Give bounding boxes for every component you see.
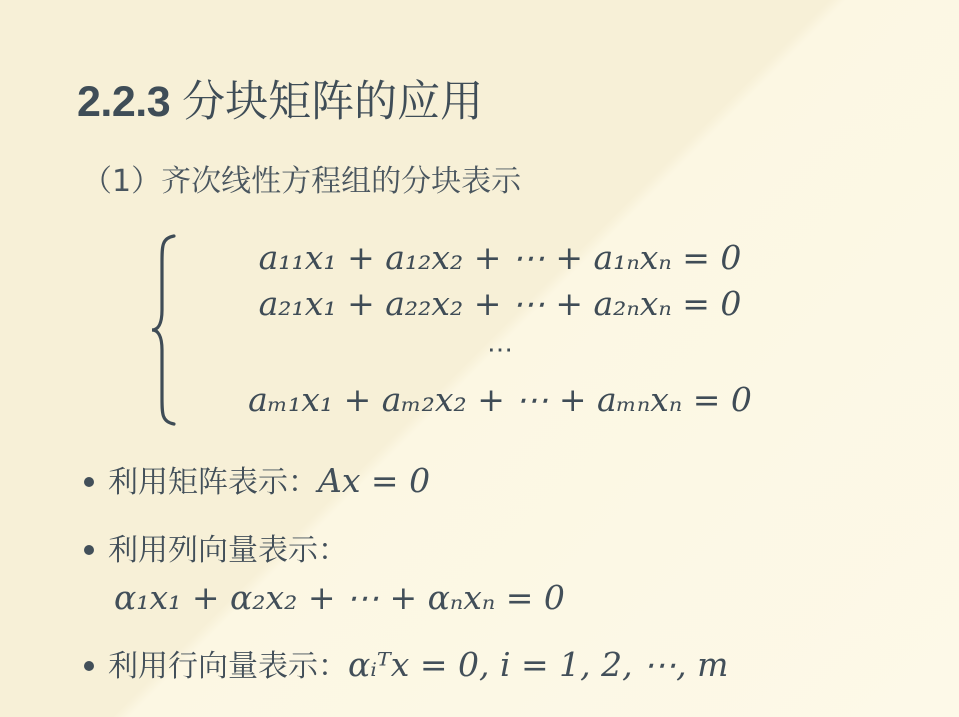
- bullet-dot-icon: [84, 545, 94, 555]
- equation-row-m: aₘ₁x₁ + aₘ₂x₂ + ⋯ + aₘₙxₙ = 0: [248, 380, 752, 419]
- row-formula: αᵢᵀx = 0, i = 1, 2, ⋯, m: [348, 645, 729, 684]
- matrix-formula: Ax = 0: [318, 461, 431, 500]
- bullet-row-form: [84, 644, 728, 688]
- column-formula: α₁x₁ + α₂x₂ + ⋯ + αₙxₙ = 0: [114, 578, 565, 617]
- bullet-dot-icon: [84, 477, 94, 487]
- equation-system: [150, 232, 810, 428]
- bullet-label: 利用矩阵表示：: [108, 465, 318, 500]
- equation-row-ellipsis: ⋯: [487, 335, 513, 365]
- bullet-matrix-form: [84, 460, 430, 504]
- subsection-heading: （1）齐次线性方程组的分块表示: [82, 164, 522, 199]
- bullet-column-form: [84, 530, 348, 572]
- section-title: 分块矩阵的应用: [182, 77, 484, 127]
- left-brace-icon: [150, 232, 180, 428]
- bullet-label: 利用列向量表示：: [108, 533, 348, 568]
- equation-row-2: a₂₁x₁ + a₂₂x₂ + ⋯ + a₂ₙxₙ = 0: [258, 284, 742, 323]
- bullet-dot-icon: [84, 661, 94, 671]
- bullet-label: 利用行向量表示：: [108, 649, 348, 684]
- equation-row-1: a₁₁x₁ + a₁₂x₂ + ⋯ + a₁ₙxₙ = 0: [258, 238, 742, 277]
- page-title: [77, 74, 483, 130]
- section-number: 2.2.3: [77, 78, 171, 126]
